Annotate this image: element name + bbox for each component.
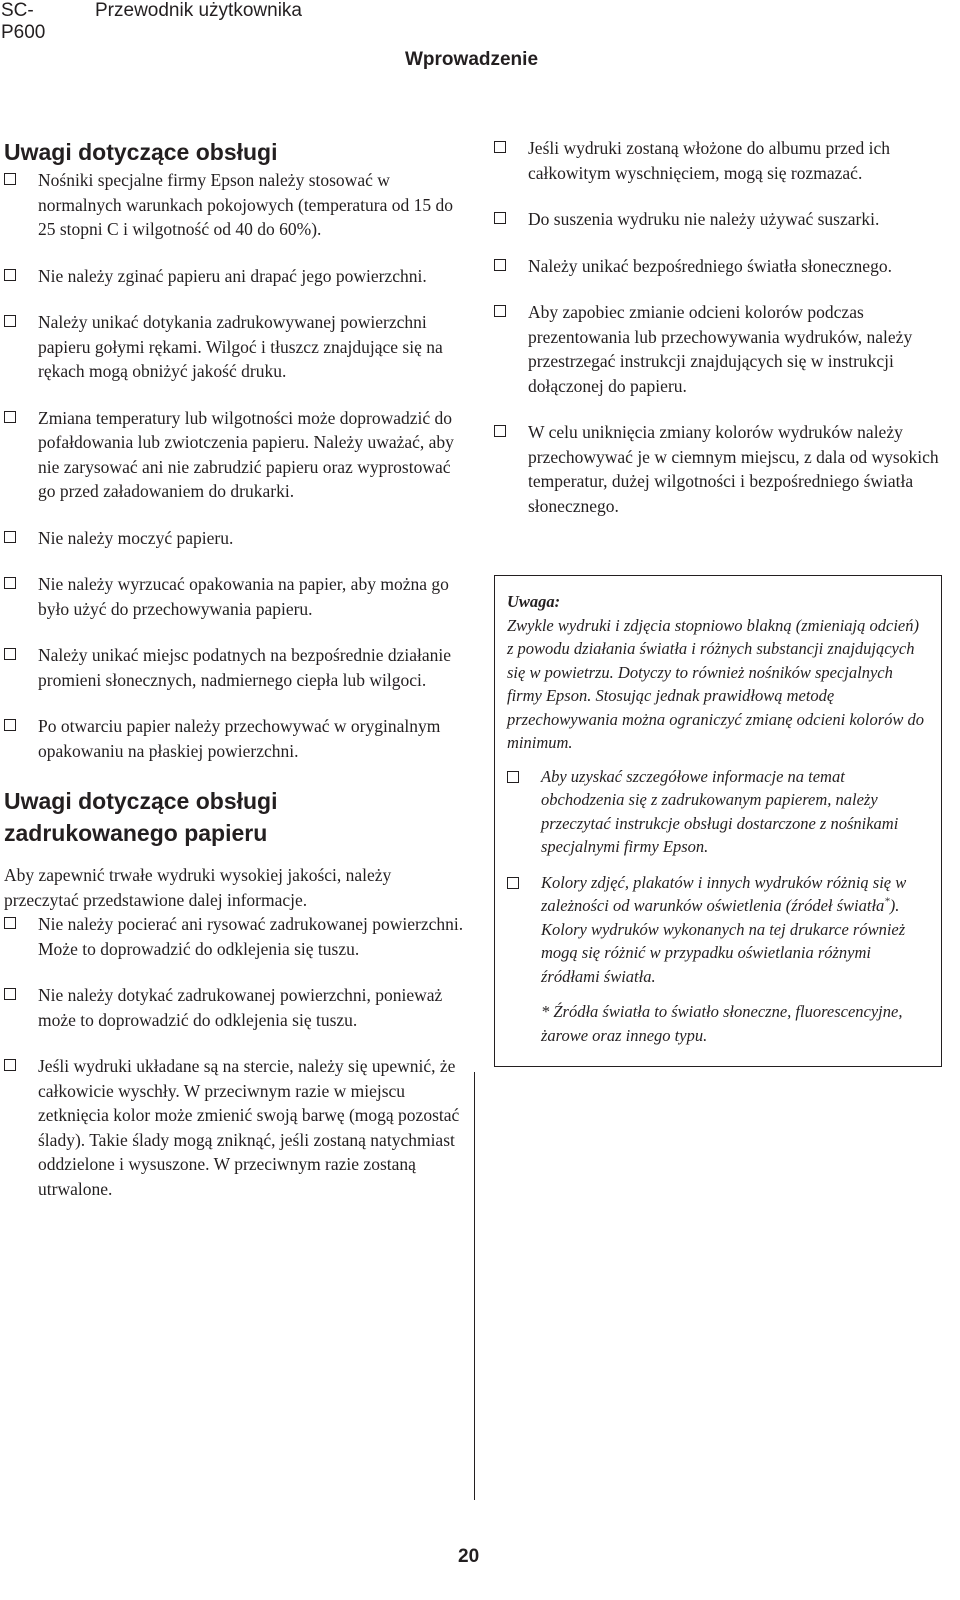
printed-paper-list — [4, 912, 466, 1201]
list-item-text: Nie należy zginać papieru ani drapać jego powierzchni. — [38, 265, 427, 286]
list-item — [4, 572, 466, 621]
column-divider — [474, 1072, 475, 1500]
list-item — [507, 871, 929, 989]
list-item — [4, 264, 466, 289]
list-item-text: Aby zapobiec zmianie odcieni kolorów podczas prezentowania lub przechowywania wydruków, należy przestrzegać instrukcji znajdujących się w instrukcji dołączonej do papieru. — [528, 302, 913, 396]
list-item-text: Nie należy wyrzucać opakowania na papier, aby można go było użyć do przechowywania papieru. — [38, 574, 449, 619]
checkbox-bullet-icon — [4, 917, 16, 929]
header-model: SC-P600 — [1, 0, 46, 43]
checkbox-bullet-icon — [4, 719, 16, 731]
section-title-line: zadrukowanego papieru — [4, 820, 268, 846]
list-item-text: Nie należy pocierać ani rysować zadrukowanej powierzchni. Może to doprowadzić do odklejenia się tuszu. — [38, 914, 464, 959]
handling-list — [4, 168, 466, 763]
checkbox-bullet-icon — [494, 212, 506, 224]
checkbox-bullet-icon — [494, 425, 506, 437]
list-item-text: Po otwarciu papier należy przechowywać w oryginalnym opakowaniu na płaskiej powierzchni. — [38, 716, 441, 761]
list-item — [4, 983, 466, 1032]
chapter-title: Wprowadzenie — [405, 49, 539, 70]
header-guide-title: Przewodnik użytkownika — [95, 0, 302, 21]
checkbox-bullet-icon — [4, 411, 16, 423]
checkbox-bullet-icon — [507, 877, 519, 889]
list-item-text: Nie należy dotykać zadrukowanej powierzchni, ponieważ może to doprowadzić do odklejenia się tuszu. — [38, 985, 443, 1030]
section-title-printed-paper — [4, 785, 466, 849]
section-title-line: Uwagi dotyczące obsługi — [4, 788, 278, 814]
list-item — [4, 714, 466, 763]
list-item — [4, 912, 466, 961]
checkbox-bullet-icon — [4, 988, 16, 1000]
checkbox-bullet-icon — [507, 771, 519, 783]
checkbox-bullet-icon — [4, 577, 16, 589]
list-item-text: Zmiana temperatury lub wilgotności może doprowadzić do pofałdowania lub zwiotczenia papieru. Należy uważać, aby nie zarysować ani nie zabrudzić papieru oraz wyprostować go przed załadowaniem do drukarki. — [38, 407, 454, 501]
checkbox-bullet-icon — [4, 315, 16, 327]
list-item — [507, 765, 929, 859]
section-intro: Aby zapewnić trwałe wydruki wysokiej jakości, należy przeczytać przedstawione dalej informacje. — [4, 865, 392, 910]
checkbox-bullet-icon — [4, 531, 16, 543]
list-item-text: Kolory zdjęć, plakatów i innych wydruków różnią się w zależności od warunków oświetlenia (źródeł światła — [541, 872, 907, 915]
list-item-text: Należy unikać miejsc podatnych na bezpośrednie działanie promieni słonecznych, nadmiernego ciepła lub wilgoci. — [38, 645, 452, 690]
list-item — [494, 420, 950, 518]
list-item — [4, 406, 466, 504]
list-item — [4, 1054, 466, 1201]
list-item-text: ). Kolory wydruków wykonanych na tej drukarce również mogą się różnić w przypadku oświetlania różnymi źródłami światła. — [541, 896, 906, 986]
note-footnote: * Źródła światła to światło słoneczne, fluorescencyjne, żarowe oraz innego typu. — [541, 1002, 903, 1045]
list-item — [4, 168, 466, 242]
checkbox-bullet-icon — [494, 259, 506, 271]
list-item-text: Aby uzyskać szczegółowe informacje na temat obchodzenia się z zadrukowanym papierem, należy przeczytać instrukcje obsługi dostarczone z nośnikami specjalnymi firmy Epson. — [541, 766, 899, 856]
list-item — [4, 310, 466, 384]
note-body: Zwykle wydruki i zdjęcia stopniowo blakną (zmieniają odcień) z powodu działania światła i różnych substancji znajdujących się w powietrzu. Dotyczy to również nośników specjalnych firmy Epson. Stosując jednak prawidłową metodę przechowywania można ograniczyć zmianę odcieni kolorów do minimum. — [507, 615, 925, 752]
list-item — [494, 254, 950, 279]
left-column — [4, 136, 466, 1223]
list-item-text: Jeśli wydruki zostaną włożone do albumu przed ich całkowitym wyschnięciem, mogą się rozmazać. — [528, 138, 891, 183]
list-item — [494, 207, 950, 232]
note-box — [494, 575, 942, 1067]
list-item — [4, 526, 466, 551]
list-item-text: W celu uniknięcia zmiany kolorów wydruków należy przechowywać je w ciemnym miejscu, z dala od wysokich temperatur, dużej wilgotności i bezpośredniego światła słonecznego. — [528, 422, 939, 516]
list-item — [494, 300, 950, 398]
list-item-text: Należy unikać dotykania zadrukowywanej powierzchni papieru gołymi rękami. Wilgoć i tłuszcz znajdujące się na rękach mogą obniżyć jakość druku. — [38, 312, 443, 381]
checkbox-bullet-icon — [4, 1059, 16, 1071]
section-title-handling: Uwagi dotyczące obsługi — [4, 139, 278, 165]
right-column — [494, 136, 950, 540]
footnote-marker: * — [884, 895, 890, 908]
list-item-text: Do suszenia wydruku nie należy używać suszarki. — [528, 209, 880, 229]
list-item-text: Jeśli wydruki układane są na stercie, należy się upewnić, że całkowicie wyschły. W przeciwnym razie w miejscu zetknięcia kolor może zmienić swoją barwę (mogą pozostać ślady). Takie ślady mogą zniknąć, jeśli zostaną natychmiast oddzielone i wysuszone. W przeciwnym razie zostaną utrwalone. — [38, 1056, 460, 1199]
checkbox-bullet-icon — [4, 269, 16, 281]
list-item — [4, 643, 466, 692]
checkbox-bullet-icon — [494, 141, 506, 153]
list-item — [494, 136, 950, 185]
checkbox-bullet-icon — [4, 648, 16, 660]
note-title: Uwaga: — [507, 592, 561, 611]
list-item-text: Należy unikać bezpośredniego światła słonecznego. — [528, 255, 892, 276]
checkbox-bullet-icon — [494, 305, 506, 317]
page-number: 20 — [458, 1546, 480, 1567]
list-item-text: Nie należy moczyć papieru. — [38, 527, 234, 548]
checkbox-bullet-icon — [4, 173, 16, 185]
note-list — [507, 765, 929, 989]
printed-paper-list-continued — [494, 136, 950, 518]
list-item-text: Nośniki specjalne firmy Epson należy stosować w normalnych warunkach pokojowych (temperatura od 15 do 25 stopni C i wilgotność od 40 do 60%). — [38, 170, 454, 239]
